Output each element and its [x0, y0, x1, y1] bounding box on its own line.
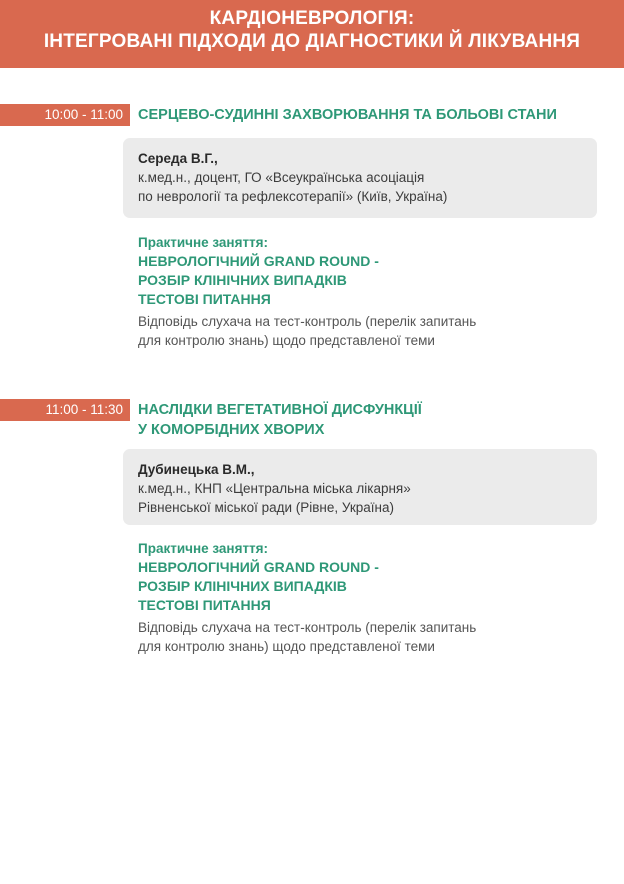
header-title-line-1: КАРДІОНЕВРОЛОГІЯ:	[209, 8, 415, 29]
practical-description	[138, 312, 598, 350]
session-title	[138, 105, 608, 125]
practical-title-line: НЕВРОЛОГІЧНИЙ GRAND ROUND -	[138, 559, 379, 575]
practical-description-line: для контролю знань) щодо представленої теми	[138, 639, 435, 654]
page-header	[0, 0, 624, 68]
practical-description	[138, 618, 598, 656]
session-title-line: У КОМОРБІДНИХ ХВОРИХ	[138, 422, 325, 438]
practical-title-line: ТЕСТОВІ ПИТАННЯ	[138, 291, 271, 307]
session-title-line: СЕРЦЕВО-СУДИННІ ЗАХВОРЮВАННЯ ТА БОЛЬОВІ СТАНИ	[138, 107, 557, 123]
practical-session	[138, 539, 598, 656]
practical-session	[138, 233, 598, 350]
practical-title-line: ТЕСТОВІ ПИТАННЯ	[138, 597, 271, 613]
practical-title-line: РОЗБІР КЛІНІЧНИХ ВИПАДКІВ	[138, 578, 347, 594]
practical-description-line: Відповідь слухача на тест-контроль (перелік запитань	[138, 314, 477, 329]
session-time-badge: 11:00 - 11:30	[0, 399, 130, 421]
speaker-affiliation-line: Рівненської міської ради (Рівне, Україна)	[138, 500, 394, 515]
speaker-card	[123, 138, 597, 218]
session-time-badge: 10:00 - 11:00	[0, 104, 130, 126]
speaker-affiliation-line: по неврології та рефлексотерапії» (Київ, Україна)	[138, 189, 448, 204]
speaker-affiliation-line: к.мед.н., доцент, ГО «Всеукраїнська асоціація	[138, 170, 425, 185]
practical-title-line: НЕВРОЛОГІЧНИЙ GRAND ROUND -	[138, 253, 379, 269]
session-title-line: НАСЛІДКИ ВЕГЕТАТИВНОЇ ДИСФУНКЦІЇ	[138, 402, 422, 418]
speaker-card	[123, 449, 597, 525]
practical-label: Практичне заняття:	[138, 541, 269, 556]
practical-description-line: для контролю знань) щодо представленої теми	[138, 333, 435, 348]
practical-label: Практичне заняття:	[138, 235, 269, 250]
practical-title-line: РОЗБІР КЛІНІЧНИХ ВИПАДКІВ	[138, 272, 347, 288]
header-title-line-2: ІНТЕГРОВАНІ ПІДХОДИ ДО ДІАГНОСТИКИ Й ЛІКУВАННЯ	[43, 31, 581, 52]
speaker-name: Середа В.Г.,	[138, 151, 218, 166]
speaker-name: Дубинецька В.М.,	[138, 462, 255, 477]
speaker-affiliation-line: к.мед.н., КНП «Центральна міська лікарня»	[138, 481, 411, 496]
session-title	[138, 400, 608, 440]
practical-description-line: Відповідь слухача на тест-контроль (перелік запитань	[138, 620, 477, 635]
